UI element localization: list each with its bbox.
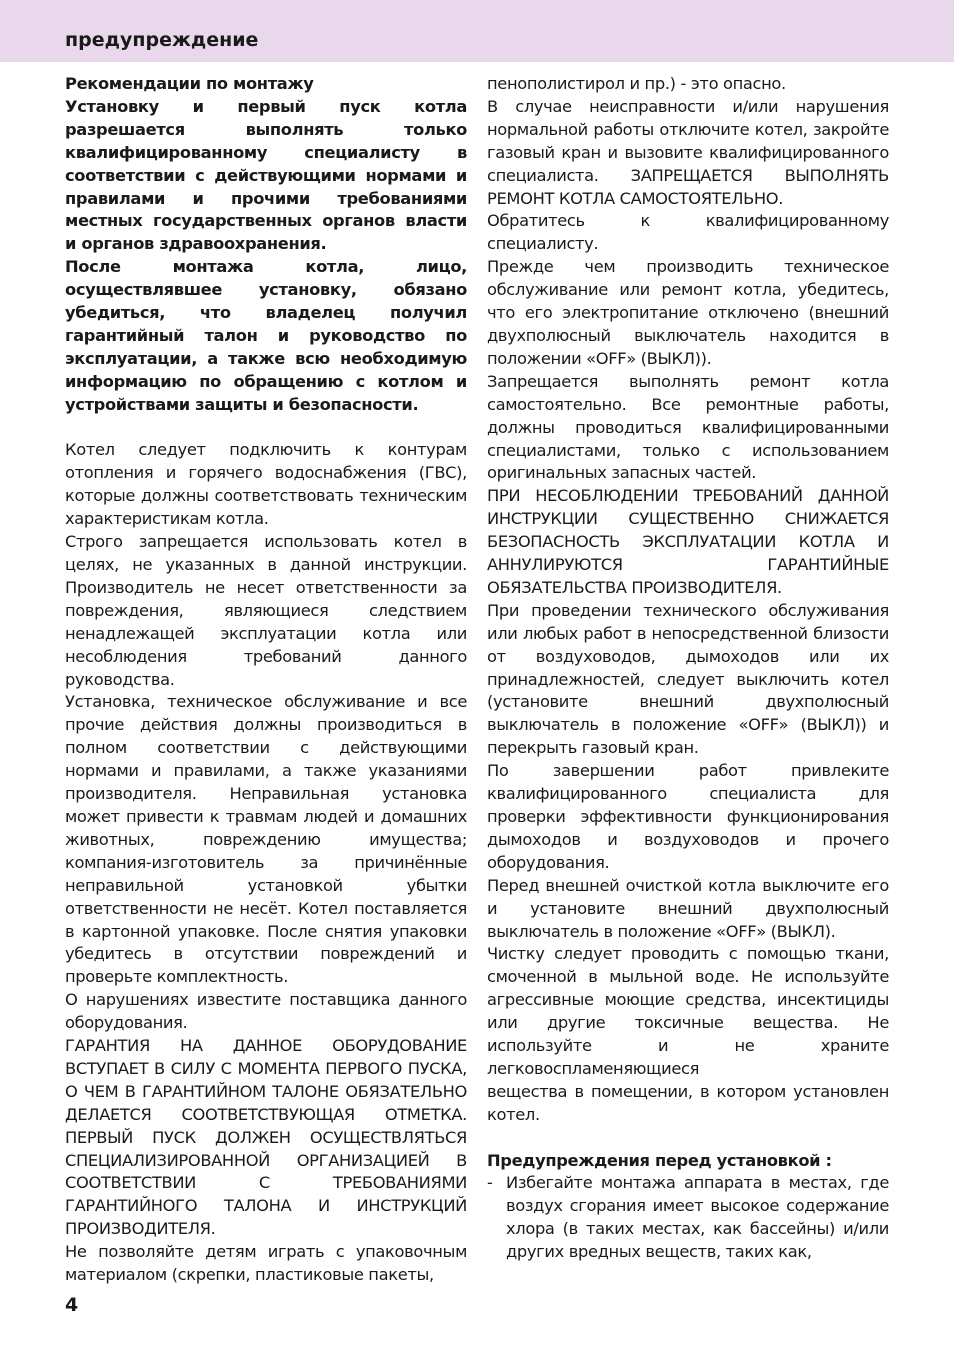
post-work-check-paragraph: По завершении работ привлеките квалифицированного специалиста для проверки эффективности функционирования дымоходов и воздуховодов и прочего оборудования. [487,761,889,872]
right-column [487,73,889,1264]
malfunction-paragraph: В случае неисправности и/или нарушения нормальной работы отключите котел, закройте газовый кран и вызовите квалифицированного специалиста. ЗАПРЕЩАЕТСЯ ВЫПОЛНЯТЬ РЕМОНТ КОТЛА САМОСТОЯТЕЛЬНО. [487,96,889,208]
cleaning-method-paragraph: Чистку следует проводить с помощью ткани, смоченной в мыльной воде. Не используйте агрессивные моющие средства, инсектициды или другие токсичные вещества. Не используйте и не храните легковоспламеняющиеся [487,944,889,1078]
packaging-danger-paragraph: пенополистирол и пр.) - это опасно. [487,74,786,93]
warranty-paragraph: ГАРАНТИЯ НА ДАННОЕ ОБОРУДОВАНИЕ ВСТУПАЕТ В СИЛУ С МОМЕНТА ПЕРВОГО ПУСКА, О ЧЕМ В ГАРАНТИЙНОМ ТАЛОНЕ ОБЯЗАТЕЛЬНО ДЕЛАЕТСЯ СООТВЕТСТВУЮЩАЯ ОТМЕТКА. ПЕРВЫЙ ПУСК ДОЛЖЕН ОСУЩЕСТВЛЯТЬСЯ СПЕЦИАЛИЗИРОВАННОЙ ОРГАНИЗАЦИЕЙ В СООТВЕТСТВИИ С ТРЕБОВАНИЯМИ ГАРАНТИЙНОГО ТАЛОНА И ИНСТРУКЦИЙ ПРОИЗВОДИТЕЛЯ. [65,1036,467,1239]
supplier-notice-paragraph: О нарушениях известите поставщика данного оборудования. [65,990,467,1033]
children-warning-paragraph: Не позволяйте детям играть с упаковочным материалом (скрепки, пластиковые пакеты, [65,1242,467,1285]
section-title: предупреждение [65,29,259,51]
left-column [65,73,467,1287]
installation-maintenance-paragraph: Установка, техническое обслуживание и все прочие действия должны производиться в полном соответствии с действующими нормами и правилами, а также указаниями производителя. Неправильная установка может привести к травмам людей и домашних животных, повреждению имущества; компания-изготовитель за причинённые неправильной установкой убытки ответственности не несёт. Котел поставляется в картонной упаковке. После снятия упаковки убедитесь в отсутствии повреждений и проверьте комплектность. [65,692,467,987]
repair-restriction-paragraph: Запрещается выполнять ремонт котла самостоятельно. Все ремонтные работы, должны проводиться квалифицированными специалистами, только с использованием оригинальных запасных частей. [487,371,889,483]
bullet-text: Избегайте монтажа аппарата в местах, где воздух сгорания имеет высокое содержание хлора (в таких местах, как бассейны) и/или других вредных веществ, таких как, [506,1173,889,1262]
recommendations-heading: Рекомендации по монтажу [65,74,314,93]
contact-specialist-paragraph: Обратитесь к квалифицированному специалисту. [487,211,889,254]
pre-installation-heading: Предупреждения перед установкой : [487,1150,832,1170]
list-item [487,1172,889,1264]
power-off-paragraph: Прежде чем производить техническое обслуживание или ремонт котла, убедитесь, что его электропитание отключено (внешний двухполюсный выключатель находится в положении «OFF» (ВЫКЛ)). [487,257,889,368]
connection-paragraph: Котел следует подключить к контурам отопления и горячего водоснабжения (ГВС), которые должны соответствовать техническим характеристикам котла. [65,440,467,529]
page-number: 4 [65,1294,79,1316]
bullet-marker: - [487,1173,493,1193]
external-cleaning-paragraph: Перед внешней очисткой котла выключите его и установите внешний двухполюсный выключатель в положение «OFF» (ВЫКЛ). [487,875,889,941]
non-compliance-paragraph: ПРИ НЕСОБЛЮДЕНИИ ТРЕБОВАНИЙ ДАННОЙ ИНСТРУКЦИИ СУЩЕСТВЕННО СНИЖАЕТСЯ БЕЗОПАСНОСТЬ ЭКСПЛУАТАЦИИ КОТЛА И АННУЛИРУЮТСЯ ГАРАНТИЙНЫЕ ОБЯЗАТЕЛЬСТВА ПРОИЗВОДИТЕЛЯ. [487,486,889,597]
usage-restriction-paragraph: Строго запрещается использовать котел в целях, не указанных в данной инструкции. Производитель не несет ответственности за повреждения, являющиеся следствием ненадлежащей эксплуатации котла или несоблюдения требований данного руководства. [65,532,467,689]
installation-notice: Установку и первый пуск котла разрешается выполнять только квалифицированному специалисту в соответствии с действующими нормами и правилами и прочими требованиями местных государственных органов власти и органов здравоохранения. [65,96,467,254]
post-installation-notice: После монтажа котла, лицо, осуществлявшее установку, обязано убедиться, что владелец получил гарантийный талон и руководство по эксплуатации, а также всю необходимую информацию по обращению с котлом и устройствами защиты и безопасности. [65,257,467,414]
flammables-paragraph: вещества в помещении, в котором установлен котел. [487,1081,889,1124]
flue-maintenance-paragraph: При проведении технического обслуживания или любых работ в непосредственной близости от воздуховодов, дымоходов или их принадлежностей, следует выключить котел (установите внешний двухполюсный выключатель в положение «OFF» (ВЫКЛ)) и перекрыть газовый кран. [487,600,889,758]
